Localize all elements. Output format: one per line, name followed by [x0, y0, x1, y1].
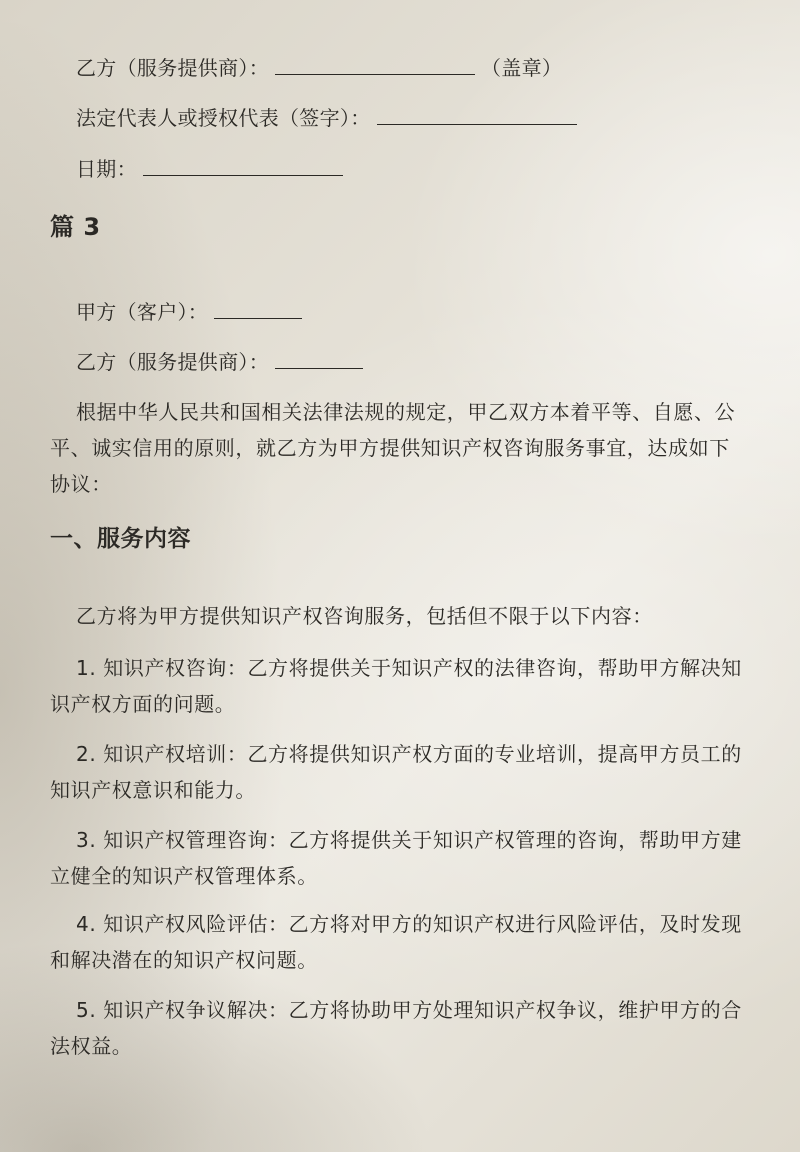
date-line — [76, 153, 349, 184]
preamble-paragraph: 根据中华人民共和国相关法律法规的规定，甲乙双方本着平等、自愿、公平、诚实信用的原则，就乙方为甲方提供知识产权咨询服务事宜，达成如下协议： — [50, 400, 736, 496]
party-b-signature-line — [76, 52, 562, 83]
intro-paragraph: 乙方将为甲方提供知识产权咨询服务，包括但不限于以下内容： — [76, 604, 653, 628]
date-blank — [143, 153, 343, 176]
list-item: 2. 知识产权培训：乙方将提供知识产权方面的专业培训，提高甲方员工的知识产权意识和能力。 — [50, 742, 742, 802]
list-item: 1. 知识产权咨询：乙方将提供关于知识产权的法律咨询，帮助甲方解决知识产权方面的问题。 — [50, 656, 742, 716]
party-b-seal-blank — [275, 52, 475, 75]
list-item: 3. 知识产权管理咨询：乙方将提供关于知识产权管理的咨询，帮助甲方建立健全的知识产权管理体系。 — [50, 828, 742, 888]
party-a-blank — [214, 296, 302, 319]
representative-signature-line — [76, 102, 583, 133]
party-b-line — [76, 346, 369, 377]
section-title: 篇 3 — [50, 213, 101, 241]
heading-service-content: 一、服务内容 — [50, 526, 191, 552]
seal-suffix: （盖章） — [481, 56, 563, 80]
party-a-label: 甲方（客户）： — [76, 300, 209, 324]
representative-blank — [377, 102, 577, 125]
list-item: 5. 知识产权争议解决：乙方将协助甲方处理知识产权争议，维护甲方的合法权益。 — [50, 998, 742, 1058]
party-b-blank — [275, 346, 363, 369]
representative-label: 法定代表人或授权代表（签字）： — [76, 106, 371, 130]
date-label: 日期： — [76, 157, 137, 181]
list-item: 4. 知识产权风险评估：乙方将对甲方的知识产权进行风险评估，及时发现和解决潜在的知识产权问题。 — [50, 912, 742, 972]
party-a-line — [76, 296, 308, 327]
party-b-label-2: 乙方（服务提供商）： — [76, 350, 269, 374]
party-b-label: 乙方（服务提供商）： — [76, 56, 269, 80]
